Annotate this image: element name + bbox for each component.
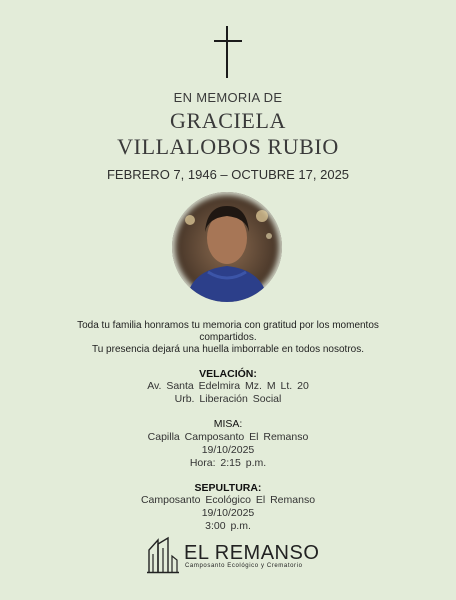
misa-date: 19/10/2025	[201, 444, 255, 456]
remanso-mark-icon	[146, 536, 180, 574]
message-line-2: compartidos.	[199, 332, 257, 343]
sepultura-date: 19/10/2025	[201, 507, 255, 519]
velacion-address: Av. Santa Edelmira Mz. M Lt. 20	[147, 380, 309, 392]
el-remanso-logo	[146, 536, 320, 576]
velacion-urbanization: Urb. Liberación Social	[174, 393, 282, 405]
condolence-message	[0, 320, 456, 356]
misa-label: MISA:	[213, 418, 243, 430]
sepultura-label: SEPULTURA:	[194, 482, 262, 494]
brand-name: EL REMANSO	[184, 542, 320, 564]
cross-icon	[212, 26, 244, 78]
life-dates: FEBRERO 7, 1946 – OCTUBRE 17, 2025	[106, 167, 350, 182]
deceased-first-name: GRACIELA	[169, 108, 286, 133]
misa-place: Capilla Camposanto El Remanso	[147, 431, 309, 443]
misa-time: Hora: 2:15 p.m.	[189, 457, 267, 469]
velacion-label: VELACIÓN:	[199, 368, 257, 380]
message-line-3: Tu presencia dejará una huella imborrable en todos nosotros.	[91, 344, 365, 355]
brand-tagline: Camposanto Ecológico y Crematorio	[185, 563, 303, 569]
memoria-heading: EN MEMORIA DE	[173, 90, 283, 105]
sepultura-place: Camposanto Ecológico El Remanso	[140, 494, 316, 506]
message-line-1: Toda tu familia honramos tu memoria con gratitud por los momentos	[77, 320, 379, 331]
sepultura-time: 3:00 p.m.	[205, 520, 251, 532]
deceased-portrait	[172, 192, 282, 302]
deceased-last-name: VILLALOBOS RUBIO	[117, 134, 339, 159]
